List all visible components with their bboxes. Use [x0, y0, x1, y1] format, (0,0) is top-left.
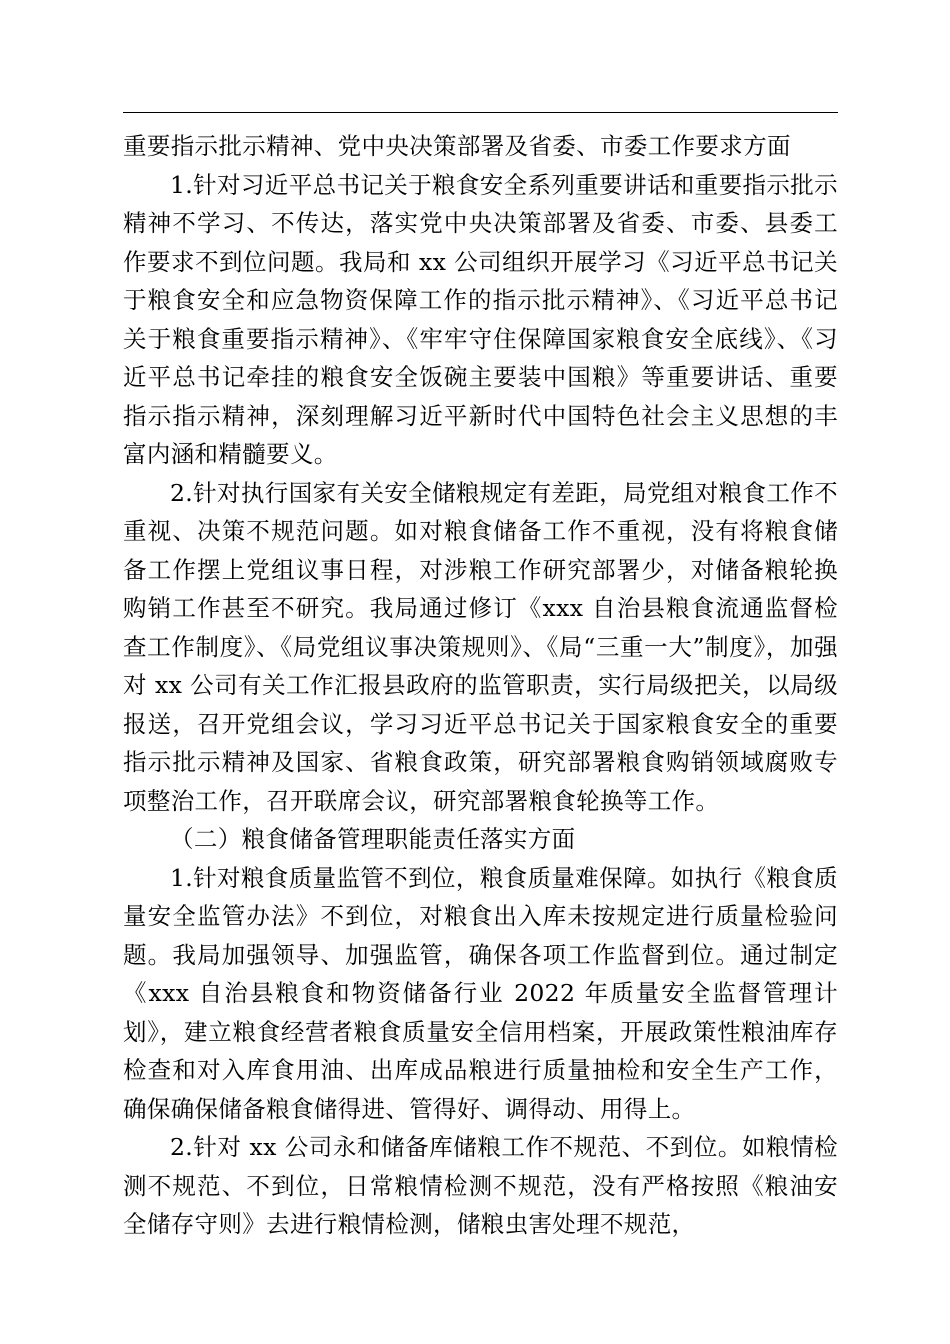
- paragraph-item-1-quality: 1.针对粮食质量监管不到位，粮食质量难保障。如执行《粮食质量安全监管办法》不到位，对粮食出入库未按规定进行质量检验问题。我局加强领导、加强监管，确保各项工作监督到位。通过制定《xxx 自治县粮食和物资储备行业 2022 年质量安全监督管理计划》，建立粮食经营者粮食质量安全信用档案，开展政策性粮油库存检查和对入库食用油、出库成品粮进行质量抽检和安全生产工作，确保确保储备粮食储得进、管得好、调得动、用得上。: [123, 863, 838, 1123]
- paragraph-item-2-storage: 2.针对 xx 公司永和储备库储粮工作不规范、不到位。如粮情检测不规范、不到位，日常粮情检测不规范，没有严格按照《粮油安全储存守则》去进行粮情检测，储粮虫害处理不规范，: [123, 1133, 838, 1238]
- header-rule: [123, 112, 838, 113]
- section-heading-2: （二）粮食储备管理职能责任落实方面: [170, 825, 576, 853]
- paragraph-item-1-study: 1.针对习近平总书记关于粮食安全系列重要讲话和重要指示批示精神不学习、不传达，落实党中央决策部署及省委、市委、县委工作要求不到位问题。我局和 xx 公司组织开展学习《习近平总书记关于粮食安全和应急物资保障工作的指示批示精神》、《习近平总书记关于粮食重要指示精神》、《牢牢守住保障国家粮食安全底线》、《习近平总书记牵挂的粮食安全饭碗主要装中国粮》等重要讲话、重要指示指示精神，深刻理解习近平新时代中国特色社会主义思想的丰富内涵和精髓要义。: [123, 170, 838, 468]
- document-page: [123, 112, 838, 1244]
- document-body: [123, 127, 838, 1244]
- paragraph-section-title-continued: 重要指示批示精神、党中央决策部署及省委、市委工作要求方面: [123, 132, 791, 160]
- paragraph-item-2-decision: 2.针对执行国家有关安全储粮规定有差距，局党组对粮食工作不重视、决策不规范问题。如对粮食储备工作不重视，没有将粮食储备工作摆上党组议事日程，对涉粮工作研究部署少，对储备粮轮换购销工作甚至不研究。我局通过修订《xxx 自治县粮食流通监督检查工作制度》、《局党组议事决策规则》、《局“三重一大”制度》，加强对 xx 公司有关工作汇报县政府的监管职责，实行局级把关，以局级报送，召开党组会议，学习习近平总书记关于国家粮食安全的重要指示批示精神及国家、省粮食政策，研究部署粮食购销领域腐败专项整治工作，召开联席会议，研究部署粮食轮换等工作。: [123, 478, 838, 815]
